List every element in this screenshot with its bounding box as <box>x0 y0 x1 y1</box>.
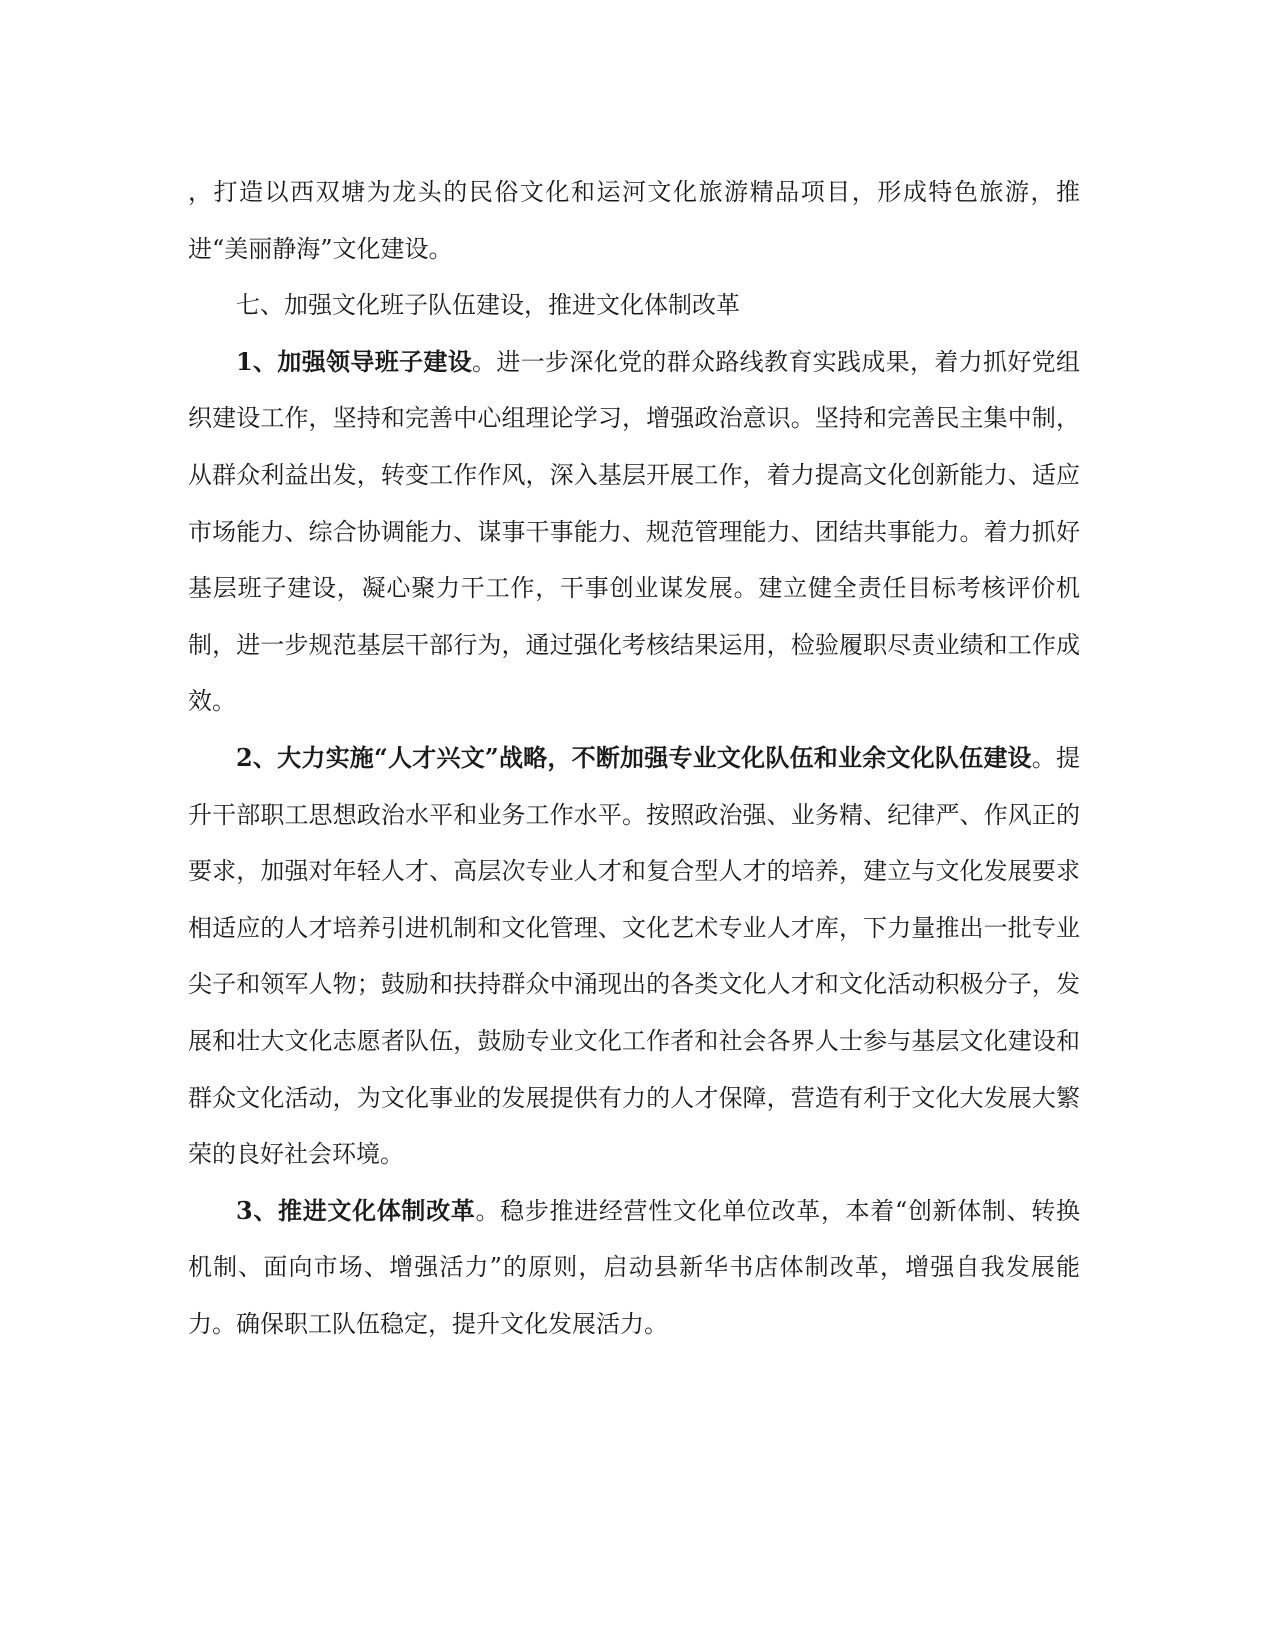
paragraph-leadership <box>188 334 1080 730</box>
paragraph-lead-heading: 2、大力实施“人才兴文”战略，不断加强专业文化队伍和业余文化队伍建设 <box>236 742 1032 772</box>
section-heading-text: 七、加强文化班子队伍建设，推进文化体制改革 <box>236 291 740 320</box>
paragraph-system-reform <box>188 1183 1080 1353</box>
paragraph-text: 。稳步推进经营性文化单位改革，本着“创新体制、转换机制、面向市场、增强活力”的原则，启动县新华书店体制改革，增强自我发展能力。确保职工队伍稳定，提升文化发展活力。 <box>188 1196 1080 1338</box>
document-body <box>188 164 1080 1352</box>
paragraph-lead-heading: 3、推进文化体制改革 <box>236 1195 476 1225</box>
paragraph-lead-heading: 1、加强领导班子建设 <box>236 346 473 376</box>
paragraph-talent-strategy <box>188 730 1080 1183</box>
paragraph-text: ，打造以西双塘为龙头的民俗文化和运河文化旅游精品项目，形成特色旅游，推进“美丽静海”文化建设。 <box>188 178 1080 263</box>
section-heading-seven <box>188 277 1080 334</box>
paragraph-text: 。提升干部职工思想政治水平和业务工作水平。按照政治强、业务精、纪律严、作风正的要求，加强对年轻人才、高层次专业人才和复合型人才的培养，建立与文化发展要求相适应的人才培养引进机制和文化管理、文化艺术专业人才库，下力量推出一批专业尖子和领军人物；鼓励和扶持群众中涌现出的各类文化人才和文化活动积极分子，发展和壮大文化志愿者队伍，鼓励专业文化工作者和社会各界人士参与基层文化建设和群众文化活动，为文化事业的发展提供有力的人才保障，营造有利于文化大发展大繁荣的良好社会环境。 <box>188 743 1081 1169</box>
paragraph-text: 。进一步深化党的群众路线教育实践成果，着力抓好党组织建设工作，坚持和完善中心组理论学习，增强政治意识。坚持和完善民主集中制，从群众利益出发，转变工作作风，深入基层开展工作，着力提高文化创新能力、适应市场能力、综合协调能力、谋事干事能力、规范管理能力、团结共事能力。着力抓好基层班子建设，凝心聚力干工作，干事创业谋发展。建立健全责任目标考核评价机制，进一步规范基层干部行为，通过强化考核结果运用，检验履职尽责业绩和工作成效。 <box>188 347 1081 716</box>
paragraph-tourism-continuation <box>188 164 1080 277</box>
